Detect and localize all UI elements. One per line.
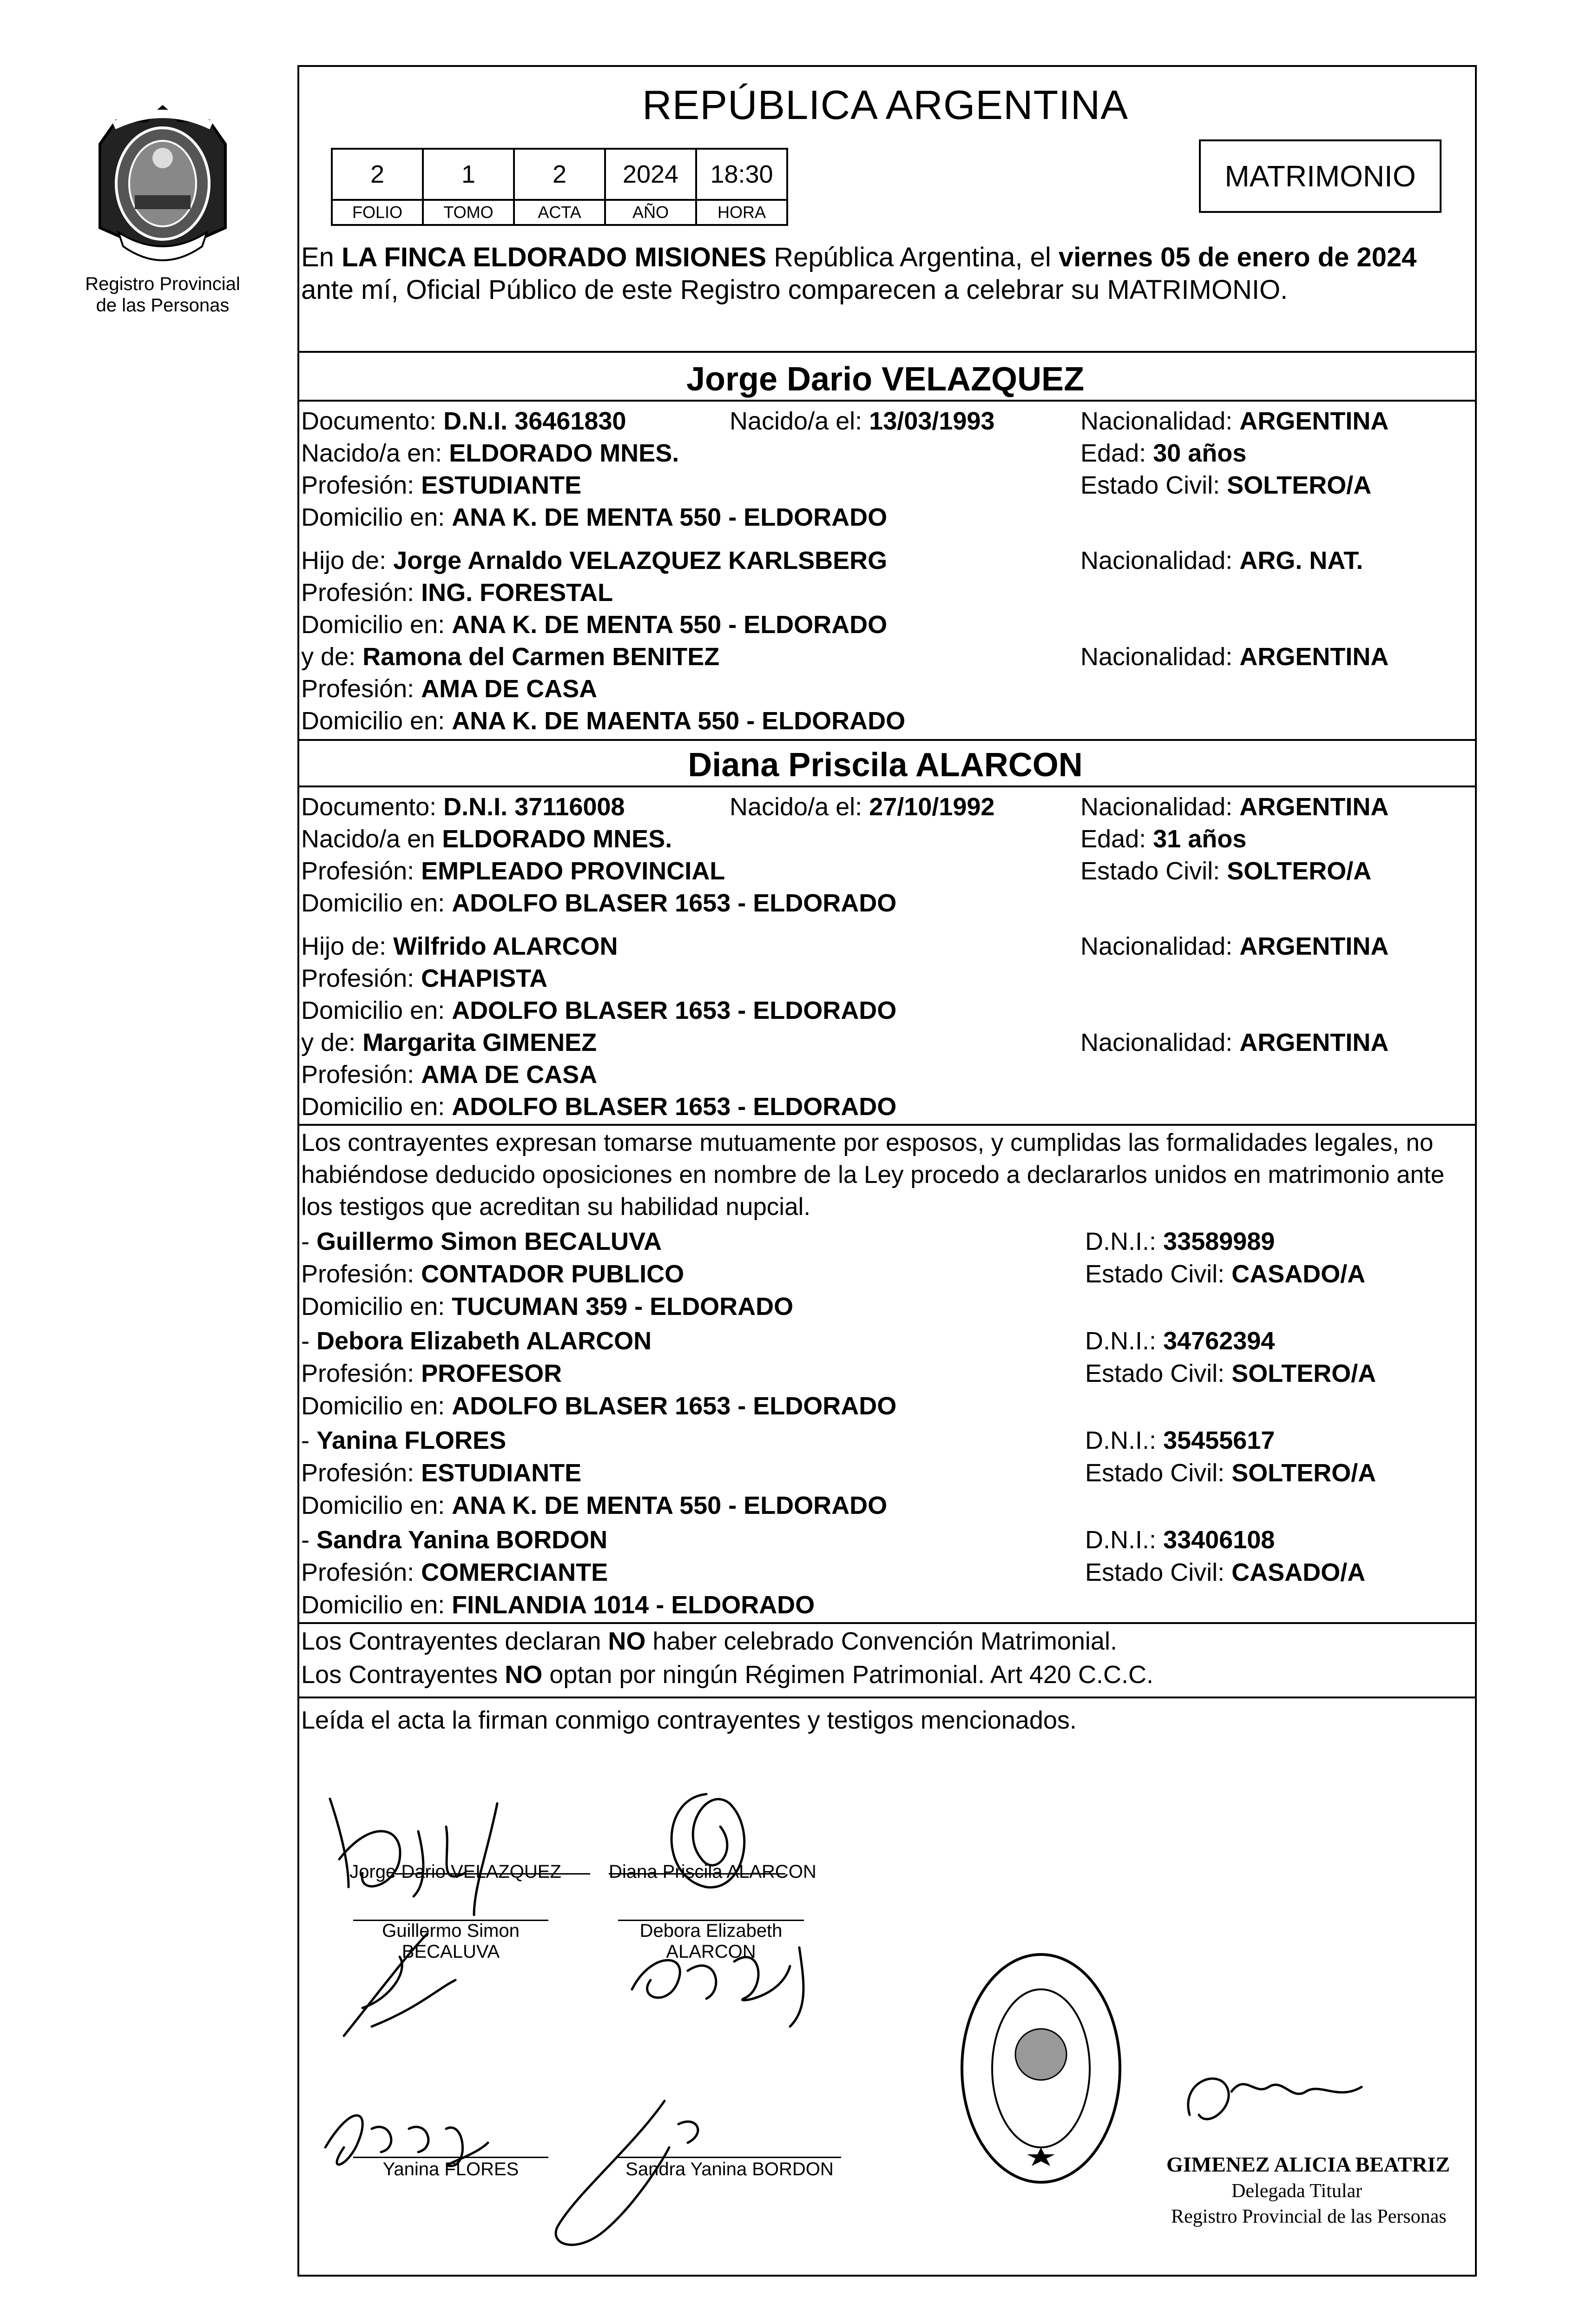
signature-jorge-icon [330,1799,497,1915]
signature-label-yanina: Yanina FLORES [382,2159,519,2179]
closing-text: Leída el acta la firman conmigo contrayentes y testigos mencionados. [301,1706,1077,1734]
spouse1-profession: Profesión: ESTUDIANTE [301,471,582,499]
official-title: Delegada Titular [1231,2180,1363,2202]
signature-label-jorge: Jorge Dario VELAZQUEZ [349,1862,561,1882]
witness-dni: D.N.I.: 35455617 [1085,1426,1275,1454]
tomo-label: TOMO [423,200,514,225]
spouse1-name: Jorge Dario VELAZQUEZ [686,361,1085,398]
spouse2-nationality: Nacionalidad: ARGENTINA [1080,793,1389,821]
witness-name: - Guillermo Simon BECALUVA [301,1228,662,1255]
spouse2-birthplace: Nacido/a en ELDORADO MNES. [301,825,672,853]
divider [297,400,1475,402]
registry-name [60,273,265,316]
divider [297,786,1475,787]
spouse2-mother-nationality: Nacionalidad: ARGENTINA [1080,1029,1389,1056]
witness-profession: Profesión: COMERCIANTE [301,1558,608,1586]
witness-name: - Sandra Yanina BORDON [301,1526,608,1554]
spouse1-mother-nationality: Nacionalidad: ARGENTINA [1080,643,1389,671]
hour-label: HORA [696,200,787,225]
witness-profession: Profesión: ESTUDIANTE [301,1459,582,1487]
witness-civil-status: Estado Civil: SOLTERO/A [1085,1360,1376,1387]
registry-name-line2: de las Personas [96,295,230,316]
intro-line-1: En LA FINCA ELDORADO MISIONES República Argentina, el viernes 05 de enero de 2024 [301,242,1417,272]
spouse1-age: Edad: 30 años [1080,439,1247,467]
signature-yanina-icon [325,2115,488,2166]
spouse2-father-nationality: Nacionalidad: ARGENTINA [1080,932,1389,960]
spouse1-birthplace: Nacido/a en: ELDORADO MNES. [301,439,679,467]
hour-value: 18:30 [696,149,787,200]
spouse2-father-address: Domicilio en: ADOLFO BLASER 1653 - ELDORADO [301,997,897,1024]
spouse2-document: Documento: D.N.I. 37116008 [301,793,625,821]
record-type-box [1199,139,1442,213]
spouse1-mother: y de: Ramona del Carmen BENITEZ [301,643,720,671]
spouse1-father-profession: Profesión: ING. FORESTAL [301,579,613,607]
divider [297,1124,1475,1126]
witness-address: Domicilio en: FINLANDIA 1014 - ELDORADO [301,1591,815,1619]
official-name: GIMENEZ ALICIA BEATRIZ [1166,2152,1450,2176]
signature-label-sandra: Sandra Yanina BORDON [625,2159,834,2179]
spouse2-mother: y de: Margarita GIMENEZ [301,1029,597,1056]
spouse1-father: Hijo de: Jorge Arnaldo VELAZQUEZ KARLSBERG [301,547,888,574]
spouse2-father: Hijo de: Wilfrido ALARCON [301,932,618,960]
record-number-table [331,148,788,226]
convention-line-1: Los Contrayentes declaran NO haber celebrado Convención Matrimonial. [301,1627,1117,1655]
signature-label-debora: Debora Elizabeth ALARCON [639,1921,783,1962]
spouse1-document: Documento: D.N.I. 36461830 [301,407,626,435]
witness-name: - Yanina FLORES [301,1426,507,1454]
signature-line [618,2157,841,2158]
record-type: MATRIMONIO [1224,159,1416,193]
country-title: REPÚBLICA ARGENTINA [642,82,1128,128]
signature-official-icon [1188,2079,1362,2119]
witness-dni: D.N.I.: 33406108 [1085,1526,1275,1554]
witness-profession: Profesión: CONTADOR PUBLICO [301,1260,685,1288]
spouse1-birthdate: Nacido/a el: 13/03/1993 [730,407,995,435]
spouse2-address: Domicilio en: ADOLFO BLASER 1653 - ELDORADO [301,889,897,917]
witness-name: - Debora Elizabeth ALARCON [301,1327,652,1355]
spouse2-mother-profession: Profesión: AMA DE CASA [301,1061,598,1089]
folio-value: 2 [332,149,423,200]
divider [297,1697,1475,1698]
spouse1-mother-profession: Profesión: AMA DE CASA [301,675,598,703]
witness-address: Domicilio en: ADOLFO BLASER 1653 - ELDORADO [301,1392,897,1420]
convention-line-2: Los Contrayentes NO optan por ningún Régimen Patrimonial. Art 420 C.C.C. [301,1661,1153,1689]
witness-civil-status: Estado Civil: CASADO/A [1085,1558,1366,1586]
folio-label: FOLIO [332,200,423,225]
year-value: 2024 [605,149,696,200]
registry-seal-icon [81,93,244,288]
spouse2-age: Edad: 31 años [1080,825,1247,853]
spouse2-civil-status: Estado Civil: SOLTERO/A [1080,857,1372,885]
divider [297,739,1475,741]
spouse2-profession: Profesión: EMPLEADO PROVINCIAL [301,857,725,885]
witness-address: Domicilio en: TUCUMAN 359 - ELDORADO [301,1293,794,1320]
registry-name-line1: Registro Provincial [85,274,240,294]
declaration-line-1: Los contrayentes expresan tomarse mutuamente por esposos, y cumplidas las formalidades legales, no [301,1129,1434,1156]
spouse2-birthdate: Nacido/a el: 27/10/1992 [730,793,995,821]
year-label: AÑO [605,200,696,225]
signature-label-diana: Diana Priscila ALARCON [609,1862,816,1882]
acta-value: 2 [514,149,605,200]
signature-label-guillermo: Guillermo Simon BECALUVA [382,1921,520,1962]
divider [297,351,1475,353]
spouse1-father-nationality: Nacionalidad: ARG. NAT. [1080,547,1363,574]
tomo-value: 1 [423,149,514,200]
official-organization: Registro Provincial de las Personas [1171,2206,1447,2227]
spouse1-civil-status: Estado Civil: SOLTERO/A [1080,471,1372,499]
witness-dni: D.N.I.: 34762394 [1085,1327,1275,1355]
spouse2-father-profession: Profesión: CHAPISTA [301,964,548,992]
witness-civil-status: Estado Civil: SOLTERO/A [1085,1459,1376,1487]
acta-label: ACTA [514,200,605,225]
signature-line [353,2157,548,2158]
spouse1-mother-address: Domicilio en: ANA K. DE MAENTA 550 - ELDORADO [301,707,906,735]
witness-dni: D.N.I.: 33589989 [1085,1228,1275,1255]
spouse1-nationality: Nacionalidad: ARGENTINA [1080,407,1389,435]
spouse2-mother-address: Domicilio en: ADOLFO BLASER 1653 - ELDORADO [301,1093,897,1121]
witness-address: Domicilio en: ANA K. DE MENTA 550 - ELDORADO [301,1492,888,1519]
spouse2-name: Diana Priscila ALARCON [688,746,1083,784]
witness-civil-status: Estado Civil: CASADO/A [1085,1260,1366,1288]
intro-line-2: ante mí, Oficial Público de este Registro comparecen a celebrar su MATRIMONIO. [301,275,1288,305]
declaration-line-2: habiéndose deducido oposiciones en nombre de la Ley procedo a declararlos unidos en matrimonio ante [301,1161,1445,1188]
spouse1-father-address: Domicilio en: ANA K. DE MENTA 550 - ELDORADO [301,611,888,639]
spouse1-address: Domicilio en: ANA K. DE MENTA 550 - ELDORADO [301,503,888,531]
official-stamp-icon [962,1954,1120,2182]
divider [297,1622,1475,1624]
declaration-line-3: los testigos que acreditan su habilidad nupcial. [301,1193,811,1221]
witness-profession: Profesión: PROFESOR [301,1360,562,1387]
